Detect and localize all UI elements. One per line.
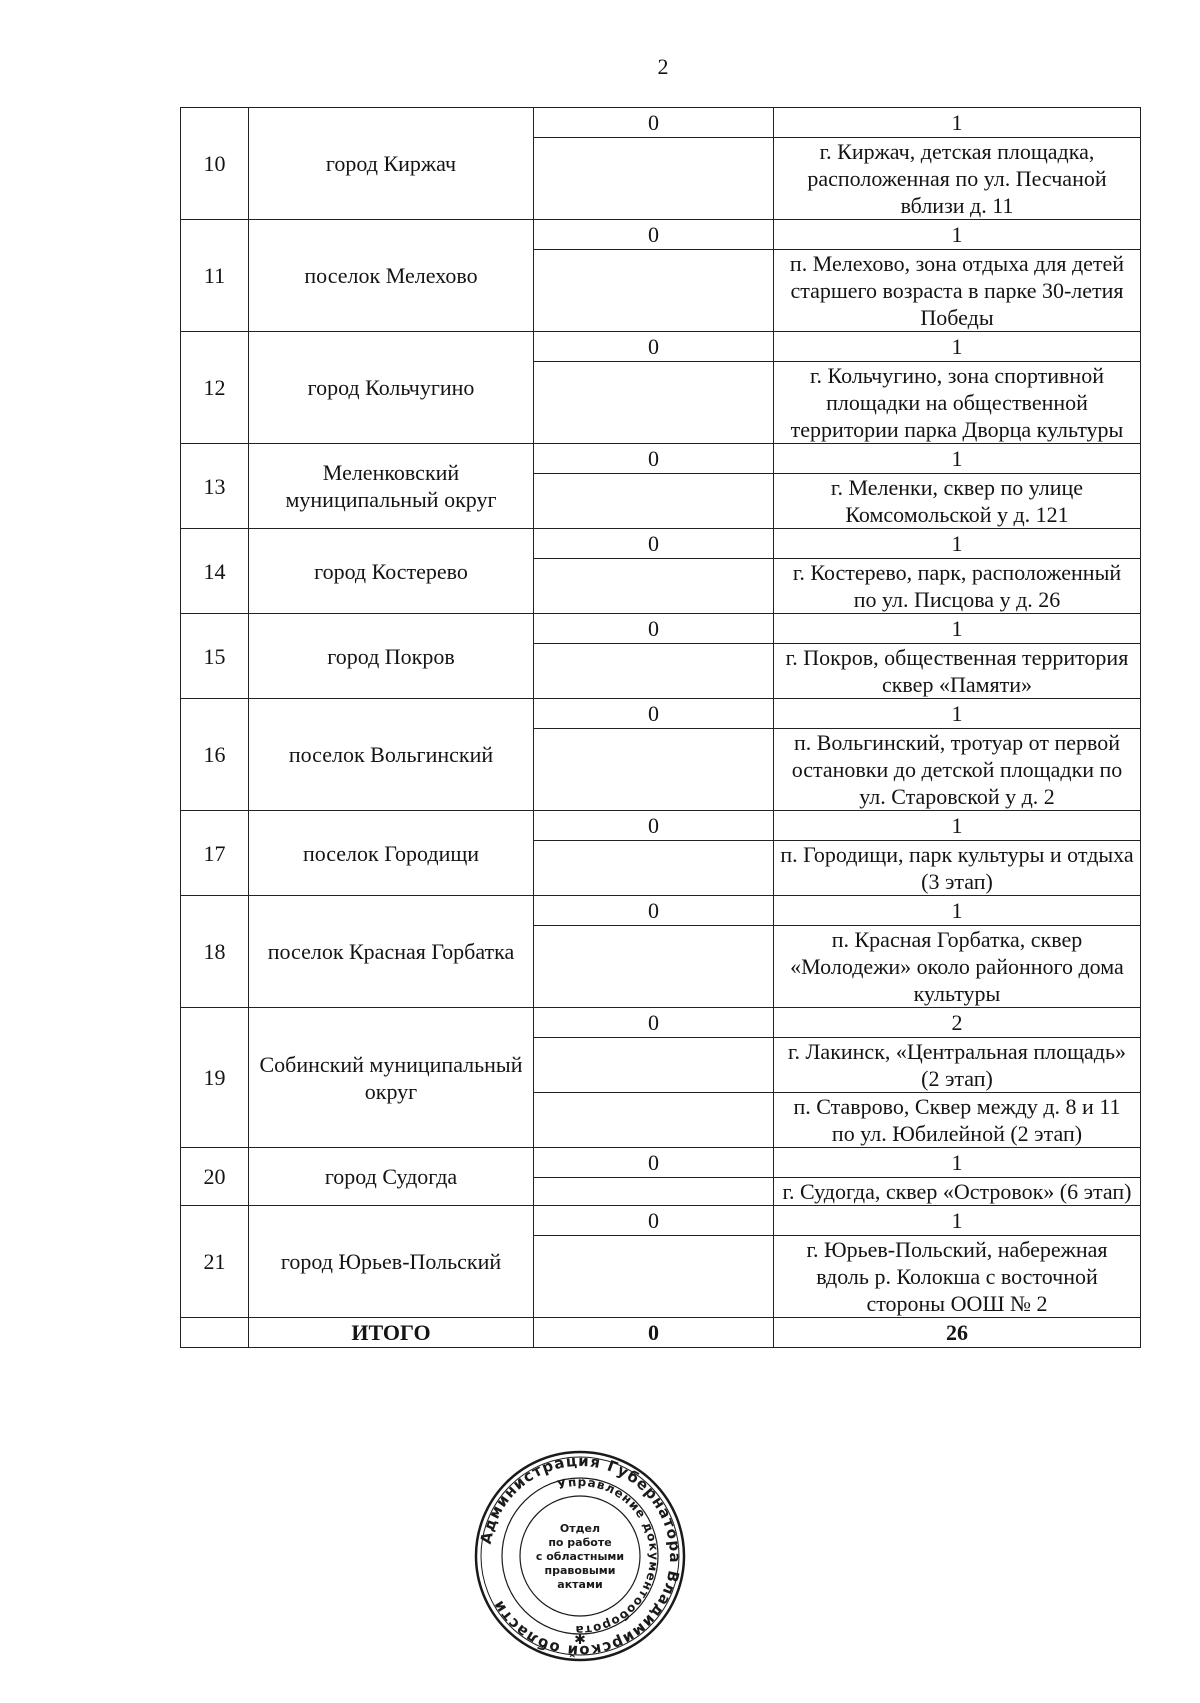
empty-cell [534, 1093, 774, 1148]
place-description: п. Вольгинский, тротуар от первой остановки до детской площадки по ул. Старовской у д. 2 [774, 729, 1141, 811]
municipality-name: город Покров [249, 614, 534, 699]
row-number: 14 [181, 529, 249, 614]
municipality-name: поселок Красная Горбатка [249, 896, 534, 1008]
official-seal [472, 1448, 688, 1664]
seal-center-line: актами [557, 1578, 603, 1591]
row-number: 18 [181, 896, 249, 1008]
row-number: 13 [181, 444, 249, 529]
seal-outer-text: Администрация Губернатора Владимирской области [476, 1451, 685, 1661]
municipality-name: город Юрьев-Польский [249, 1206, 534, 1318]
municipality-name: город Кольчугино [249, 332, 534, 444]
total-empty-cell [181, 1318, 249, 1348]
place-description: г. Кольчугино, зона спортивной площадки на общественной территории парка Дворца культуры [774, 362, 1141, 444]
table-row [181, 699, 1141, 729]
total-row [181, 1318, 1141, 1348]
place-description: п. Мелехово, зона отдыха для детей старшего возраста в парке 30-летия Победы [774, 250, 1141, 332]
table-row [181, 811, 1141, 841]
total-count: 26 [774, 1318, 1141, 1348]
row-number: 11 [181, 220, 249, 332]
object-count: 1 [774, 220, 1141, 250]
seal-inner-text: Управление документооборота [555, 1474, 662, 1638]
table-row [181, 1206, 1141, 1236]
zero-value: 0 [534, 220, 774, 250]
empty-cell [534, 1178, 774, 1206]
municipalities-table-wrap [180, 107, 1140, 1348]
row-number: 19 [181, 1008, 249, 1148]
empty-cell [534, 644, 774, 699]
empty-cell [534, 729, 774, 811]
seal-center-line: правовыми [544, 1564, 616, 1577]
municipality-name: поселок Мелехово [249, 220, 534, 332]
row-number: 16 [181, 699, 249, 811]
object-count: 1 [774, 332, 1141, 362]
municipality-name: поселок Вольгинский [249, 699, 534, 811]
place-description: п. Ставрово, Сквер между д. 8 и 11 по ул. Юбилейной (2 этап) [774, 1093, 1141, 1148]
place-description: п. Городищи, парк культуры и отдыха (3 этап) [774, 841, 1141, 896]
empty-cell [534, 362, 774, 444]
object-count: 1 [774, 1206, 1141, 1236]
municipality-name: Собинский муниципальный округ [249, 1008, 534, 1148]
zero-value: 0 [534, 444, 774, 474]
place-description: г. Лакинск, «Центральная площадь» (2 этап) [774, 1038, 1141, 1093]
seal-center-line: с областными [535, 1550, 625, 1563]
object-count: 1 [774, 1148, 1141, 1178]
empty-cell [534, 474, 774, 529]
table-row [181, 529, 1141, 559]
table-row [181, 896, 1141, 926]
row-number: 17 [181, 811, 249, 896]
place-description: г. Киржач, детская площадка, расположенная по ул. Песчаной вблизи д. 11 [774, 138, 1141, 220]
empty-cell [534, 1038, 774, 1093]
empty-cell [534, 138, 774, 220]
zero-value: 0 [534, 614, 774, 644]
zero-value: 0 [534, 1148, 774, 1178]
municipality-name: город Киржач [249, 108, 534, 220]
table-row [181, 108, 1141, 138]
table-row [181, 332, 1141, 362]
place-description: г. Покров, общественная территория сквер «Памяти» [774, 644, 1141, 699]
municipality-name: город Костерево [249, 529, 534, 614]
row-number: 20 [181, 1148, 249, 1206]
table-row [181, 444, 1141, 474]
zero-value: 0 [534, 1206, 774, 1236]
empty-cell [534, 250, 774, 332]
zero-value: 0 [534, 108, 774, 138]
object-count: 1 [774, 896, 1141, 926]
place-description: г. Меленки, сквер по улице Комсомольской у д. 121 [774, 474, 1141, 529]
municipality-name: Меленковский муниципальный округ [249, 444, 534, 529]
seal-center-line: Отдел [559, 1522, 601, 1535]
row-number: 12 [181, 332, 249, 444]
seal-star-icon: ✱ [574, 1633, 586, 1648]
object-count: 1 [774, 444, 1141, 474]
table-row [181, 614, 1141, 644]
zero-value: 0 [534, 332, 774, 362]
object-count: 1 [774, 614, 1141, 644]
row-number: 10 [181, 108, 249, 220]
empty-cell [534, 1236, 774, 1318]
row-number: 15 [181, 614, 249, 699]
place-description: г. Судогда, сквер «Островок» (6 этап) [774, 1178, 1141, 1206]
zero-value: 0 [534, 811, 774, 841]
zero-value: 0 [534, 1008, 774, 1038]
total-label: ИТОГО [249, 1318, 534, 1348]
place-description: г. Костерево, парк, расположенный по ул. Писцова у д. 26 [774, 559, 1141, 614]
seal-center-line: по работе [548, 1536, 612, 1549]
zero-value: 0 [534, 529, 774, 559]
page-number: 2 [657, 54, 669, 79]
municipalities-table [180, 107, 1141, 1348]
place-description: п. Красная Горбатка, сквер «Молодежи» около районного дома культуры [774, 926, 1141, 1008]
object-count: 1 [774, 529, 1141, 559]
table-row [181, 220, 1141, 250]
zero-value: 0 [534, 896, 774, 926]
row-number: 21 [181, 1206, 249, 1318]
total-zero: 0 [534, 1318, 774, 1348]
object-count: 1 [774, 811, 1141, 841]
table-row [181, 1148, 1141, 1178]
municipality-name: поселок Городищи [249, 811, 534, 896]
empty-cell [534, 926, 774, 1008]
object-count: 1 [774, 699, 1141, 729]
object-count: 1 [774, 108, 1141, 138]
zero-value: 0 [534, 699, 774, 729]
table-row [181, 1008, 1141, 1038]
empty-cell [534, 559, 774, 614]
object-count: 2 [774, 1008, 1141, 1038]
place-description: г. Юрьев-Польский, набережная вдоль р. Колокша с восточной стороны ООШ № 2 [774, 1236, 1141, 1318]
municipality-name: город Судогда [249, 1148, 534, 1206]
empty-cell [534, 841, 774, 896]
